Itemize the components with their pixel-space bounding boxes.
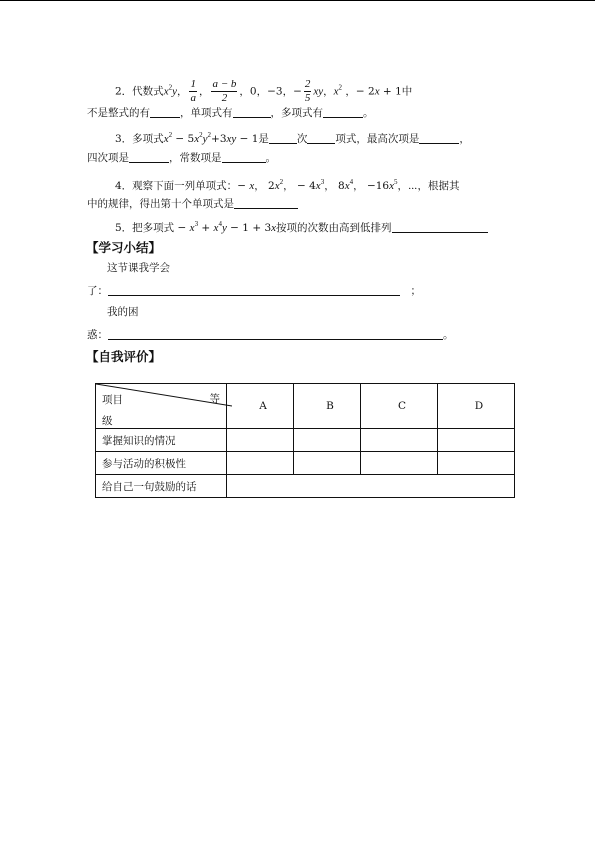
encouragement-cell[interactable]: [227, 475, 515, 498]
summary-learned-line: 了： ；: [87, 285, 421, 297]
question-2-line-1: 2．代数式$x^2y$， $\frac{1}{a}$ ， $\frac{a - b}{2}$ ，0，−3，− $\frac{2}{5}$ xy，$x^2$ ，− 2x + 1中: [115, 78, 413, 104]
diagonal-header-cell: [96, 384, 227, 429]
fraction-2-over-5: $\frac{2}{5}$: [304, 78, 311, 104]
question-3-line-2: 四次项是 ，常数项是 。: [87, 152, 276, 164]
row-label-encouragement: 给自己一句鼓励的话: [96, 475, 227, 498]
evaluation-heading: 【自我评价】: [86, 349, 162, 364]
learned-answer-line[interactable]: [108, 284, 400, 296]
table-row: [96, 475, 515, 498]
question-4-line-1: 4．观察下面一列单项式：− x， $2x^2$， − $4x^3$， $8x^4$， $-16x^5$，⋯，根据其: [115, 178, 460, 192]
cell-b[interactable]: [294, 452, 361, 475]
cell-a[interactable]: [227, 429, 294, 452]
fraction-a-minus-b-over-2: $\frac{a - b}{2}$: [212, 78, 237, 104]
cell-d[interactable]: [438, 429, 515, 452]
cell-c[interactable]: [361, 452, 438, 475]
header-item-label: 项目: [102, 394, 123, 406]
page-top-border: [0, 0, 595, 1]
table-row: [96, 429, 515, 452]
row-label-participation: 参与活动的积极性: [96, 452, 227, 475]
cell-b[interactable]: [294, 429, 361, 452]
grade-d-header: D: [438, 384, 515, 429]
grade-b-header: B: [294, 384, 361, 429]
question-3-line-1: 3．多项式$x^2 - 5x^2y^2+3xy - 1$是 次 项式，最高次项是 ，: [115, 131, 470, 145]
header-level-top: 等: [209, 393, 220, 405]
trouble-answer-line[interactable]: [108, 328, 443, 340]
summary-learned-label: 这节课我学会: [107, 262, 170, 274]
self-evaluation-table: [95, 383, 515, 498]
evaluation-header-row: [96, 384, 515, 429]
summary-trouble-label: 我的困: [107, 306, 139, 318]
summary-trouble-line: 惑： 。: [87, 329, 454, 341]
row-label-knowledge: 掌握知识的情况: [96, 429, 227, 452]
cell-c[interactable]: [361, 429, 438, 452]
summary-heading: 【学习小结】: [86, 240, 162, 255]
question-4-line-2: 中的规律，得出第十个单项式是: [87, 197, 298, 211]
question-5-line: 5．把多项式 − $x^3 + x^4y - 1 + 3x$按项的次数由高到低排列: [115, 217, 488, 235]
grade-a-header: A: [227, 384, 294, 429]
fraction-1-over-a: $\frac{1}{a}$: [190, 78, 196, 104]
cell-a[interactable]: [227, 452, 294, 475]
grade-c-header: C: [361, 384, 438, 429]
table-row: [96, 452, 515, 475]
cell-d[interactable]: [438, 452, 515, 475]
header-level-bottom: 级: [102, 415, 113, 427]
question-2-line-2: 不是整式的有 ，单项式有 ，多项式有 。: [87, 107, 374, 119]
